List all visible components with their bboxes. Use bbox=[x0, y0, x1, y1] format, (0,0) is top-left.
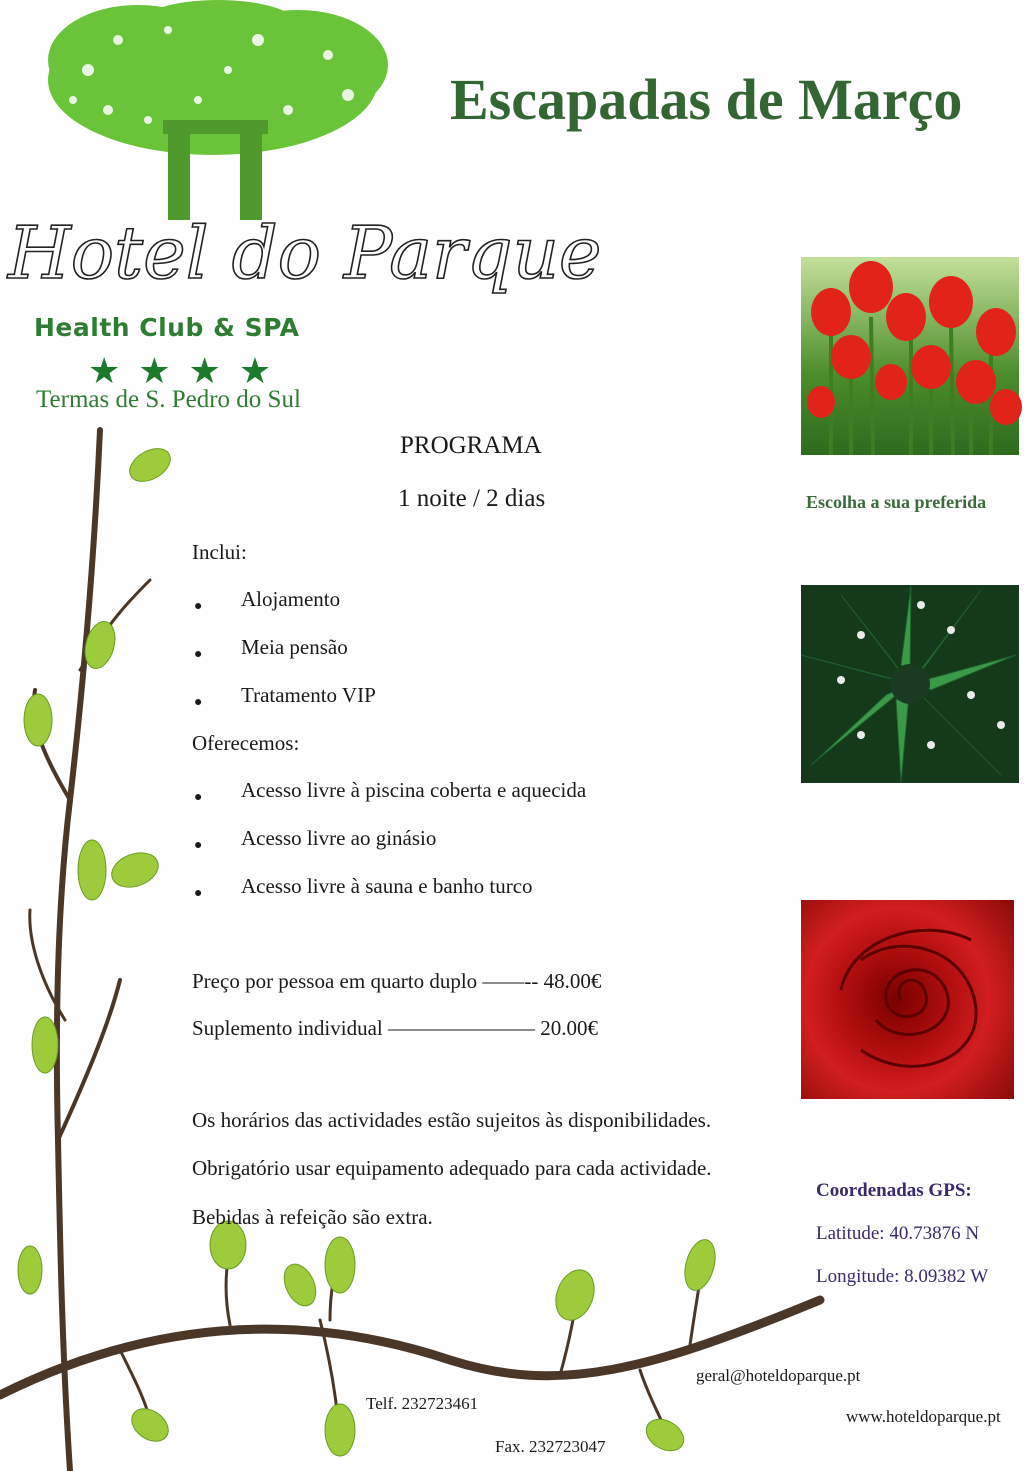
contact-fax: Fax. 232723047 bbox=[495, 1437, 606, 1456]
hotel-name: Hotel do Parque bbox=[8, 211, 602, 295]
oferecemos-item-sauna: Acesso livre à sauna e banho turco bbox=[241, 874, 533, 898]
contact-web[interactable]: www.hoteldoparque.pt bbox=[846, 1407, 1001, 1426]
contact-email[interactable]: geral@hoteldoparque.pt bbox=[696, 1366, 861, 1385]
duration-text: 1 noite / 2 dias bbox=[398, 485, 546, 512]
spring-branch-illustration bbox=[0, 420, 830, 1471]
oferecemos-heading: Oferecemos: bbox=[192, 731, 300, 755]
inclui-item-meia-pensao: Meia pensão bbox=[241, 635, 348, 659]
bullet: ● bbox=[194, 695, 203, 710]
bullet: ● bbox=[194, 790, 203, 805]
price-individual: Suplemento individual ——————— 20.00€ bbox=[192, 1016, 598, 1040]
price-duplo: Preço por pessoa em quarto duplo ——-- 48.00€ bbox=[192, 969, 602, 993]
programa-heading: PROGRAMA bbox=[400, 432, 542, 459]
succulent-photo bbox=[801, 585, 1019, 783]
rose-photo bbox=[801, 900, 1014, 1099]
logo-stars: ★★★★ bbox=[88, 351, 290, 391]
contact-telf: Telf. 232723461 bbox=[366, 1394, 479, 1413]
tulips-photo bbox=[801, 257, 1019, 455]
gps-longitude: Longitude: 8.09382 W bbox=[816, 1266, 989, 1287]
inclui-heading: Inclui: bbox=[192, 540, 247, 564]
note-equipamento: Obrigatório usar equipamento adequado para cada actividade. bbox=[192, 1156, 712, 1180]
inclui-item-tratamento: Tratamento VIP bbox=[241, 683, 376, 707]
gps-title: Coordenadas GPS: bbox=[816, 1180, 972, 1201]
image-caption: Escolha a sua preferida bbox=[806, 492, 987, 512]
gps-latitude: Latitude: 40.73876 N bbox=[816, 1223, 980, 1244]
logo-location: Termas de S. Pedro do Sul bbox=[36, 386, 301, 413]
inclui-item-alojamento: Alojamento bbox=[241, 587, 341, 611]
oferecemos-item-piscina: Acesso livre à piscina coberta e aquecida bbox=[241, 778, 587, 802]
bullet: ● bbox=[194, 838, 203, 853]
page-title: Escapadas de Março bbox=[450, 67, 963, 132]
logo-club-text: Health Club & SPA bbox=[34, 313, 300, 342]
bullet: ● bbox=[194, 647, 203, 662]
note-horarios: Os horários das actividades estão sujeitos às disponibilidades. bbox=[192, 1108, 712, 1132]
note-bebidas: Bebidas à refeição são extra. bbox=[192, 1205, 433, 1229]
oferecemos-item-ginasio: Acesso livre ao ginásio bbox=[241, 826, 437, 850]
hotel-logo-script bbox=[0, 190, 602, 310]
bullet: ● bbox=[194, 886, 203, 901]
bullet: ● bbox=[194, 599, 203, 614]
